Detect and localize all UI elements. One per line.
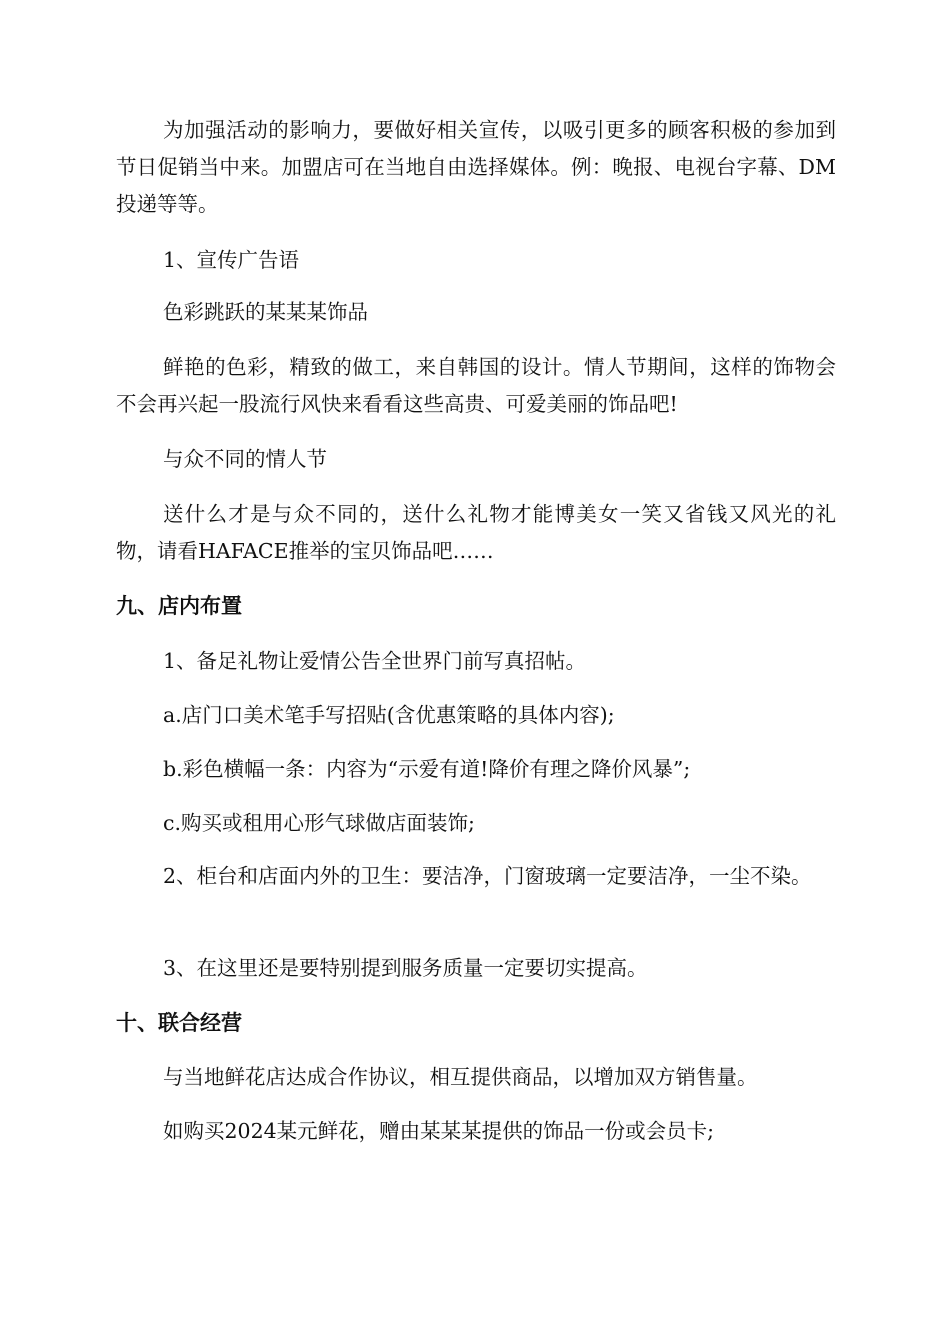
paragraph-unique-valentine: 与众不同的情人节 <box>163 447 327 471</box>
paragraph-item-c: c.购买或租用心形气球做店面装饰; <box>163 811 475 835</box>
section-heading-store-layout: 九、店内布置 <box>116 594 242 618</box>
paragraph-item-a: a.店门口美术笔手写招贴(含优惠策略的具体内容); <box>163 703 615 727</box>
paragraph-slogan-description: 鲜艳的色彩，精致的做工，来自韩国的设计。情人节期间，这样的饰物会不会再兴起一股流行风快来看看这些高贵、可爱美丽的饰品吧! <box>116 355 836 416</box>
section-heading-joint-operation: 十、联合经营 <box>116 1011 242 1035</box>
paragraph-slogan-colorful: 色彩跳跃的某某某饰品 <box>163 300 368 324</box>
paragraph-flower-shop-cooperation: 与当地鲜花店达成合作协议，相互提供商品，以增加双方销售量。 <box>163 1065 758 1089</box>
paragraph-service-quality: 3、在这里还是要特别提到服务质量一定要切实提高。 <box>163 956 648 980</box>
paragraph-poster-item: 1、备足礼物让爱情公告全世界门前写真招帖。 <box>163 649 587 673</box>
paragraph-ad-slogan-title: 1、宣传广告语 <box>163 248 300 272</box>
paragraph-flower-purchase-gift: 如购买2024某元鲜花，赠由某某某提供的饰品一份或会员卡; <box>163 1119 715 1143</box>
paragraph-item-b: b.彩色横幅一条：内容为“示爱有道!降价有理之降价风暴”; <box>163 757 691 781</box>
paragraph-gift-recommendation: 送什么才是与众不同的，送什么礼物才能博美女一笑又省钱又风光的礼物，请看HAFACE推举的宝贝饰品吧…… <box>116 502 836 563</box>
paragraph-publicity-intro: 为加强活动的影响力，要做好相关宣传，以吸引更多的顾客积极的参加到节日促销当中来。加盟店可在当地自由选择媒体。例：晚报、电视台字幕、DM投递等等。 <box>116 118 836 216</box>
paragraph-hygiene: 2、柜台和店面内外的卫生：要洁净，门窗玻璃一定要洁净，一尘不染。 <box>163 864 812 888</box>
